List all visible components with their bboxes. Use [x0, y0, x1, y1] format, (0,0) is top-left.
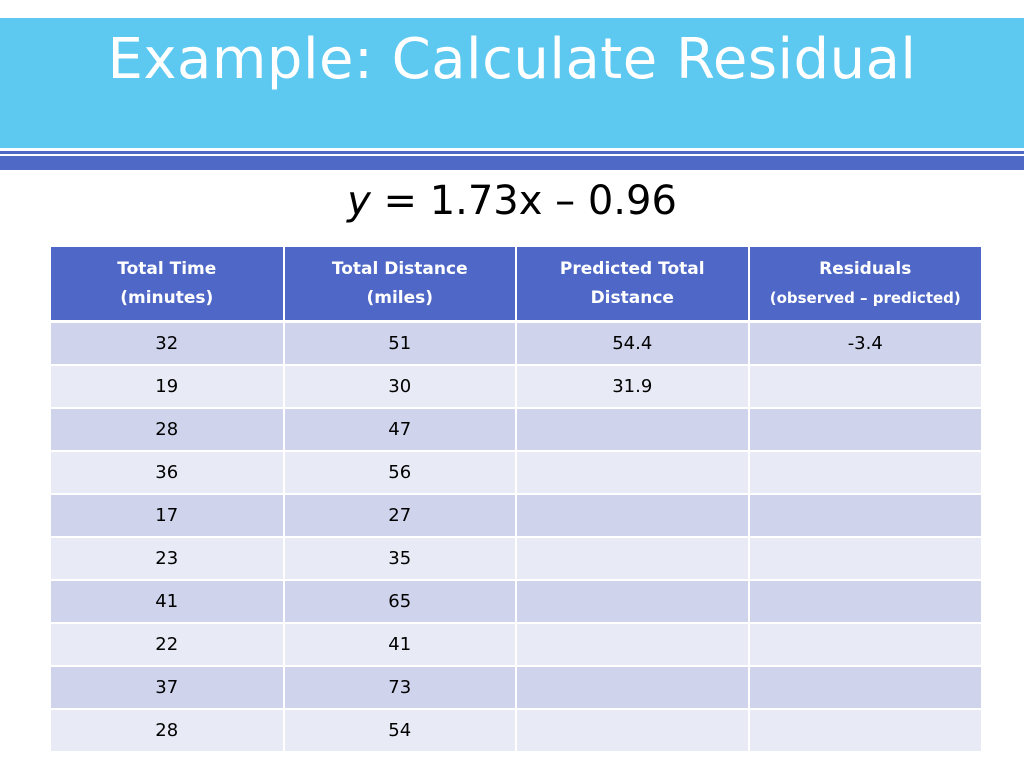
- cell-total-time: 41: [51, 580, 284, 623]
- cell-predicted-distance: [516, 623, 749, 666]
- cell-total-distance: 65: [284, 580, 517, 623]
- header-line: (minutes): [120, 287, 214, 308]
- header-line: (miles): [366, 287, 434, 308]
- header-line: Total Distance: [331, 258, 468, 279]
- cell-total-distance: 35: [284, 537, 517, 580]
- cell-residual: [749, 494, 982, 537]
- cell-total-distance: 41: [284, 623, 517, 666]
- cell-total-distance: 47: [284, 408, 517, 451]
- header-line: Predicted Total: [559, 258, 705, 279]
- cell-total-distance: 73: [284, 666, 517, 709]
- cell-residual: [749, 666, 982, 709]
- cell-total-time: 19: [51, 365, 284, 408]
- cell-residual: [749, 451, 982, 494]
- cell-total-time: 28: [51, 709, 284, 752]
- header-total-distance: [284, 247, 517, 322]
- table-row: [51, 494, 981, 537]
- equation-equals: =: [383, 178, 417, 224]
- cell-total-time: 37: [51, 666, 284, 709]
- equation-minus: –: [555, 178, 576, 224]
- cell-residual: [749, 537, 982, 580]
- cell-total-time: 36: [51, 451, 284, 494]
- header-predicted-distance: [516, 247, 749, 322]
- header-line: Distance: [590, 287, 674, 308]
- cell-total-time: 28: [51, 408, 284, 451]
- equation-x: x: [518, 178, 543, 224]
- cell-residual: [749, 365, 982, 408]
- table-row: [51, 408, 981, 451]
- cell-total-distance: 27: [284, 494, 517, 537]
- table-header-row: [51, 247, 981, 322]
- header-residuals: [749, 247, 982, 322]
- cell-predicted-distance: [516, 408, 749, 451]
- cell-total-time: 23: [51, 537, 284, 580]
- slide-title: Example: Calculate Residual: [107, 27, 917, 92]
- cell-residual: [749, 709, 982, 752]
- table-row: [51, 580, 981, 623]
- cell-predicted-distance: 54.4: [516, 322, 749, 366]
- table-row: [51, 322, 981, 366]
- cell-residual: [749, 408, 982, 451]
- cell-predicted-distance: 31.9: [516, 365, 749, 408]
- cell-total-time: 32: [51, 322, 284, 366]
- table-row: [51, 623, 981, 666]
- cell-total-distance: 56: [284, 451, 517, 494]
- cell-predicted-distance: [516, 666, 749, 709]
- cell-predicted-distance: [516, 580, 749, 623]
- table-row: [51, 365, 981, 408]
- header-line: Total Time: [117, 258, 217, 279]
- cell-predicted-distance: [516, 537, 749, 580]
- cell-total-time: 17: [51, 494, 284, 537]
- table-row: [51, 451, 981, 494]
- table-row: [51, 709, 981, 752]
- equation-y: y: [347, 178, 371, 224]
- header-total-time: [51, 247, 284, 322]
- equation-constant: 0.96: [587, 178, 677, 224]
- header-line: Residuals: [819, 258, 912, 279]
- cell-residual: -3.4: [749, 322, 982, 366]
- regression-equation: [0, 176, 1024, 226]
- table-row: [51, 666, 981, 709]
- cell-total-time: 22: [51, 623, 284, 666]
- cell-total-distance: 30: [284, 365, 517, 408]
- accent-line-thin: [0, 151, 1024, 154]
- cell-predicted-distance: [516, 709, 749, 752]
- equation-coefficient: 1.73: [429, 178, 519, 224]
- table-row: [51, 537, 981, 580]
- cell-predicted-distance: [516, 494, 749, 537]
- cell-total-distance: 51: [284, 322, 517, 366]
- residuals-table: [51, 247, 981, 753]
- accent-line-thick: [0, 156, 1024, 170]
- cell-residual: [749, 580, 982, 623]
- cell-total-distance: 54: [284, 709, 517, 752]
- cell-predicted-distance: [516, 451, 749, 494]
- cell-residual: [749, 623, 982, 666]
- header-line: (observed – predicted): [769, 288, 961, 307]
